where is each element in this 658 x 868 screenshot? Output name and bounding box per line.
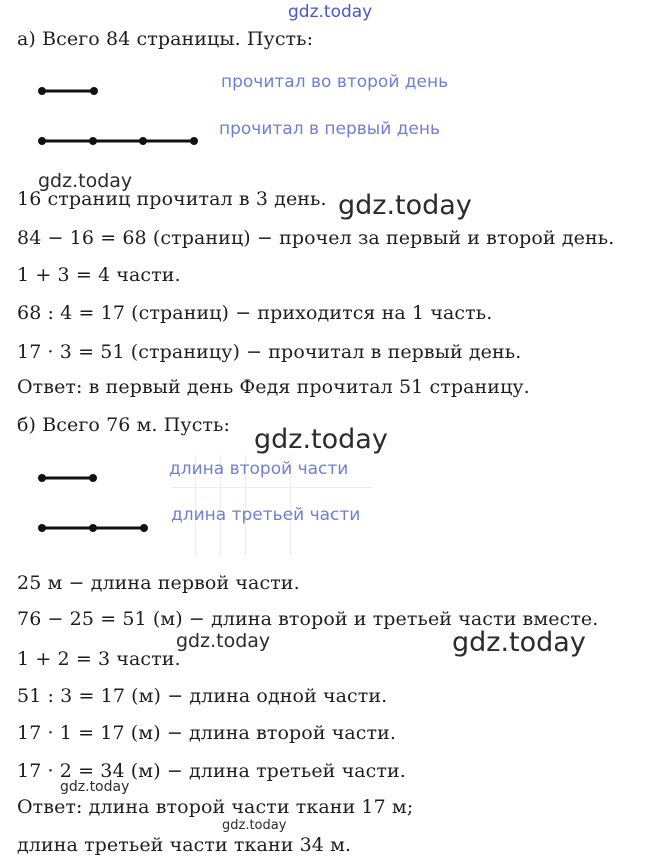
text-line: 84 − 16 = 68 (страниц) − прочел за первый и второй день. xyxy=(17,227,615,249)
part-a-intro: а) Всего 84 страницы. Пусть: xyxy=(17,28,314,50)
answer-b: Ответ: длина второй части ткани 17 м; xyxy=(17,796,414,818)
watermark: gdz.today xyxy=(60,779,130,795)
part-b-intro: б) Всего 76 м. Пусть: xyxy=(17,414,230,436)
segment-third-part xyxy=(36,521,156,535)
answer-b-continued: длина третьей части ткани 34 м. xyxy=(17,834,352,856)
segment-second-day xyxy=(36,84,106,98)
text-line: 16 страниц прочитал в 3 день. xyxy=(17,188,327,210)
segment-second-part xyxy=(36,471,106,485)
label-first-day: прочитал в первый день xyxy=(219,119,441,139)
text-line: 25 м − длина первой части. xyxy=(17,572,300,594)
watermark: gdz.today xyxy=(254,424,388,455)
watermark: gdz.today xyxy=(222,818,287,833)
text-line: 17 · 3 = 51 (страницу) − прочитал в первый день. xyxy=(17,341,522,363)
label-second-day: прочитал во второй день xyxy=(221,72,449,92)
text-line: 51 : 3 = 17 (м) − длина одной части. xyxy=(17,685,388,707)
watermark: gdz.today xyxy=(288,2,373,22)
text-line: 1 + 2 = 3 части. xyxy=(17,648,181,670)
label-second-part: длина второй части xyxy=(169,459,349,479)
text-line: 68 : 4 = 17 (страниц) − приходится на 1 часть. xyxy=(17,302,493,324)
watermark: gdz.today xyxy=(338,190,472,221)
text-line: 17 · 1 = 17 (м) − длина второй части. xyxy=(17,722,397,744)
watermark: gdz.today xyxy=(38,170,133,192)
segment-first-day xyxy=(36,134,206,148)
watermark: gdz.today xyxy=(452,627,586,658)
text-line: 17 · 2 = 34 (м) − длина третьей части. xyxy=(17,760,406,782)
text-line: 76 − 25 = 51 (м) − длина второй и третьей части вместе. xyxy=(17,608,599,630)
watermark: gdz.today xyxy=(176,630,271,652)
answer-a: Ответ: в первый день Федя прочитал 51 страницу. xyxy=(17,376,530,398)
grid-line xyxy=(172,487,372,488)
label-third-part: длина третьей части xyxy=(171,505,361,525)
text-line: 1 + 3 = 4 части. xyxy=(17,264,181,286)
